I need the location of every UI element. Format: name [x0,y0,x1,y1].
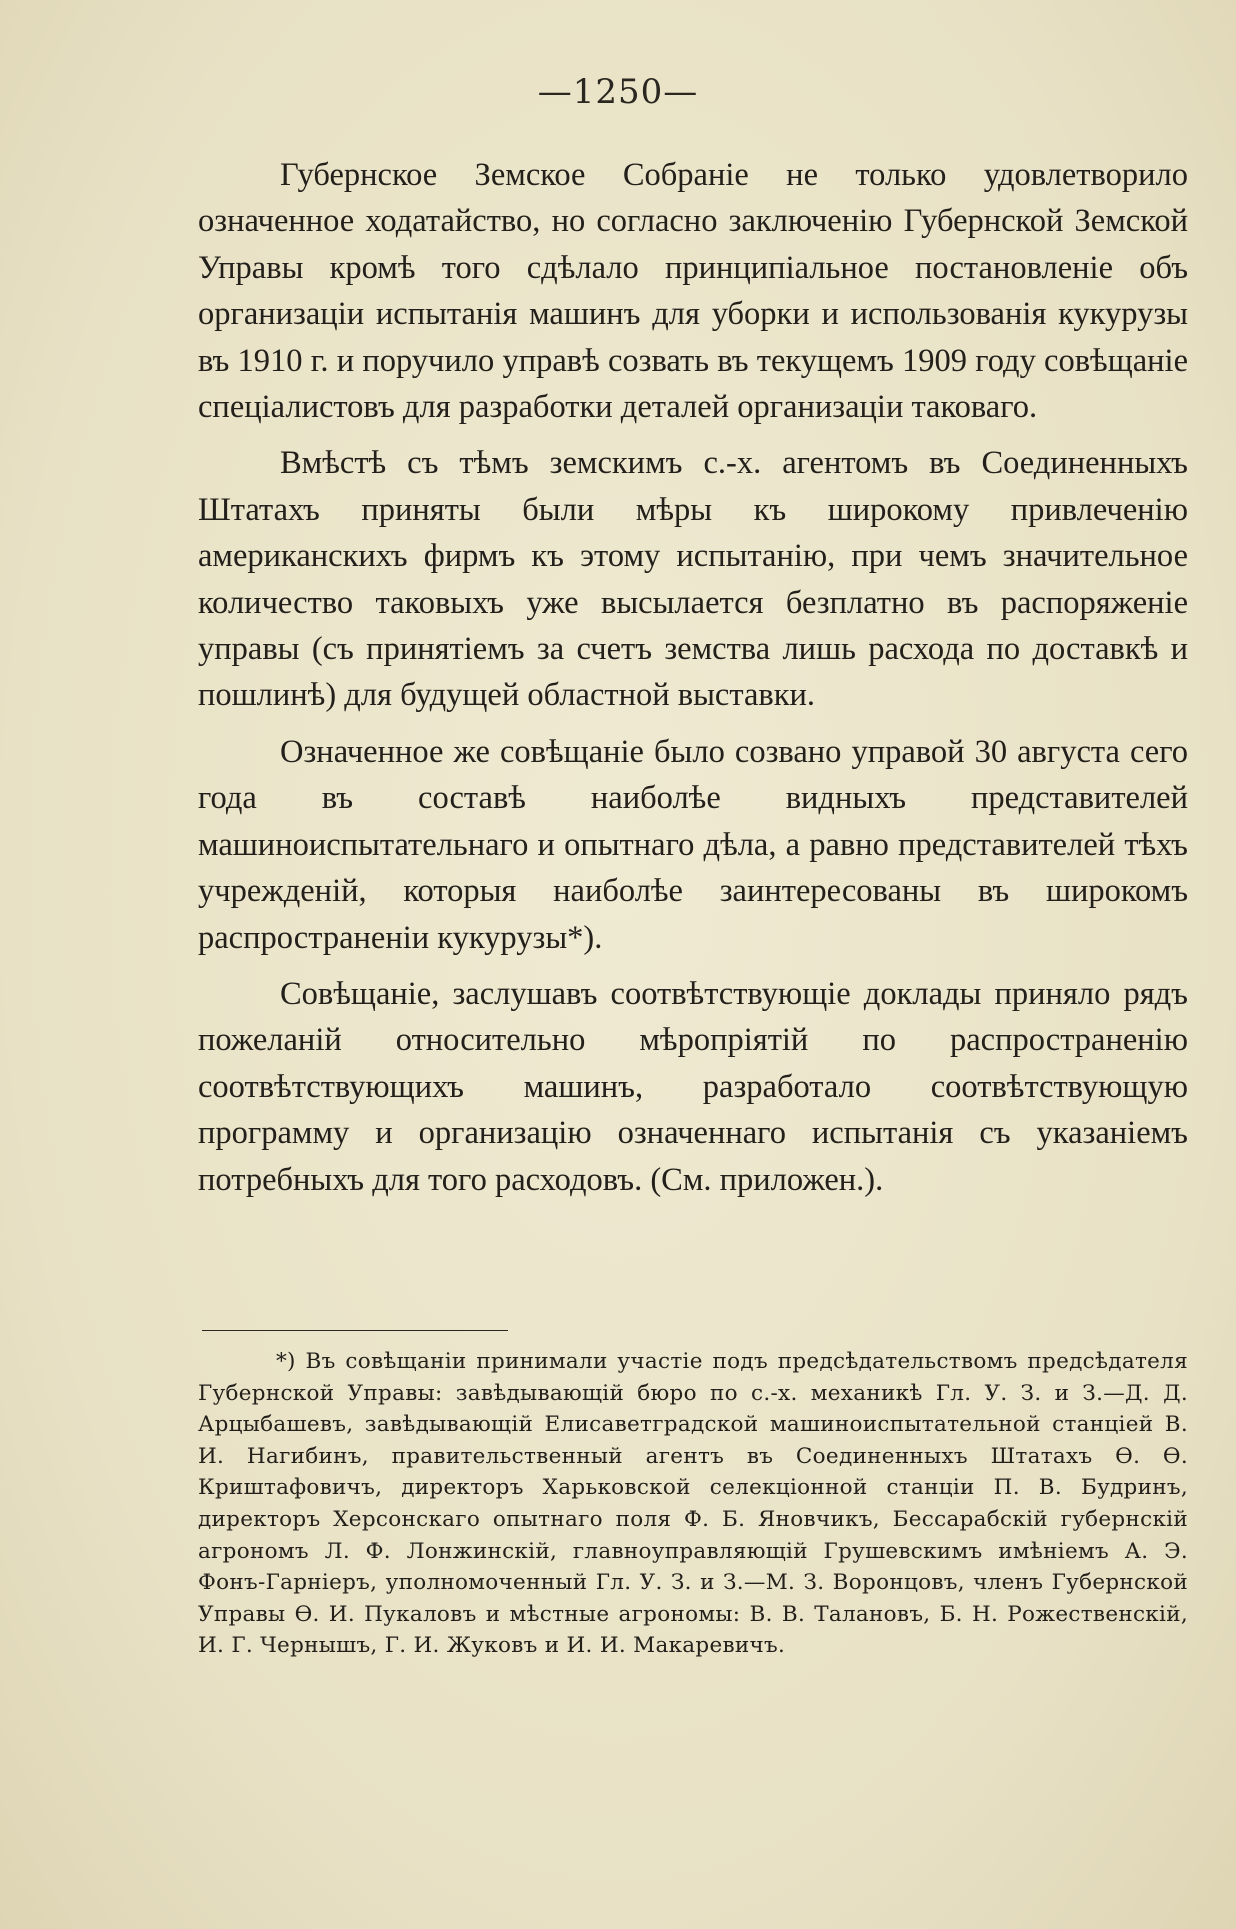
paragraph-3: Означенное же совѣщаніе было созвано управой 30 августа сего года въ составѣ наиболѣе видныхъ представителей машиноиспытательнаго и опытнаго дѣла, а равно представителей тѣхъ учрежденій, которыя наиболѣе заинтересованы въ широкомъ распространеніи кукурузы*). [198,733,1188,956]
footnote-divider [202,1330,508,1331]
paragraph-4: Совѣщаніе, заслушавъ соотвѣтствующіе доклады приняло рядъ пожеланій относительно мѣропріятій по распространенію соотвѣтствующихъ машинъ, разработало соотвѣтствующую программу и организацію означеннаго испытанія съ указаніемъ потребныхъ для того расходовъ. (См. приложен.). [198,975,1188,1198]
footnote [198,1346,1188,1662]
paragraph-2: Вмѣстѣ съ тѣмъ земскимъ с.-х. агентомъ въ Соединенныхъ Штатахъ приняты были мѣры къ широкому привлеченію американскихъ фирмъ къ этому испытанію, при чемъ значительное количество таковыхъ уже высылается безплатно въ распоряженіе управы (съ принятіемъ за счетъ земства лишь расхода по доставкѣ и пошлинѣ) для будущей областной выставки. [198,445,1188,714]
page-number: —1250— [537,72,699,112]
main-text [198,152,1188,1213]
footnote-text: *) Въ совѣщаніи принимали участіе подъ предсѣдательствомъ предсѣдателя Губернской Управы: завѣдывающій бюро по с.-х. механикѣ Гл. У. З. и З.—Д. Д. Арцыбашевъ, завѣдывающій Елисаветградской машиноиспытательной станціей В. И. Нагибинъ, правительственный агентъ въ Соединенныхъ Штатахъ Ѳ. Ѳ. Криштафовичъ, директоръ Харьковской селекціонной станціи П. В. Будринъ, директоръ Херсонскаго опытнаго поля Ф. Б. Яновчикъ, Бессарабскій губернскій агрономъ Л. Ф. Лонжинскій, главноуправляющій Грушевскимъ имѣніемъ А. Э. Фонъ-Гарніеръ, уполномоченный Гл. У. З. и З.—М. З. Воронцовъ, членъ Губернской Управы Ѳ. И. Пукаловъ и мѣстные агрономы: В. В. Талановъ, Б. Н. Рожественскій, И. Г. Чернышъ, Г. И. Жуковъ и И. И. Макаревичъ. [198,1349,1188,1659]
paragraph-1: Губернское Земское Собраніе не только удовлетворило означенное ходатайство, но согласно заключенію Губернской Земской Управы кромѣ того сдѣлало принципіальное постановленіе объ организаціи испытанія машинъ для уборки и использованія кукурузы въ 1910 г. и поручило управѣ созвать въ текущемъ 1909 году совѣщаніе спеціалистовъ для разработки деталей организаціи таковаго. [198,157,1188,426]
